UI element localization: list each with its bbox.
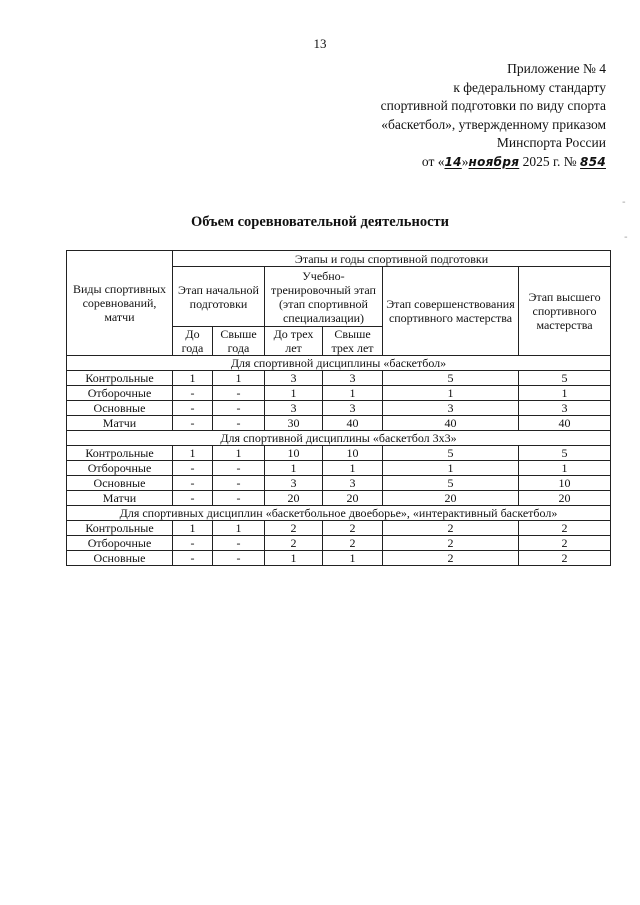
- table-cell: 3: [323, 476, 383, 491]
- table-cell: 2: [519, 551, 611, 566]
- row-label: Отборочные: [67, 536, 173, 551]
- table-cell: -: [173, 416, 213, 431]
- table-row: [67, 386, 611, 401]
- table-cell: 1: [383, 461, 519, 476]
- table-cell: 5: [519, 371, 611, 386]
- table-cell: 20: [265, 491, 323, 506]
- section-row: [67, 356, 611, 371]
- table-cell: -: [173, 476, 213, 491]
- table-cell: 1: [213, 371, 265, 386]
- table-cell: -: [213, 461, 265, 476]
- table-cell: 2: [519, 536, 611, 551]
- order-line: [306, 153, 606, 172]
- table-row: [67, 476, 611, 491]
- table-cell: 2: [383, 521, 519, 536]
- order-prefix: от «: [421, 153, 445, 169]
- header-initial-over-year: Свыше года: [213, 327, 265, 356]
- appendix-block: [306, 60, 606, 171]
- order-number: 854: [580, 154, 606, 169]
- section-title: Для спортивной дисциплины «баскетбол»: [67, 356, 611, 371]
- section-row: [67, 431, 611, 446]
- table-cell: 3: [383, 401, 519, 416]
- competition-volume-table: [66, 250, 611, 566]
- table-cell: 1: [173, 446, 213, 461]
- table-cell: 2: [265, 521, 323, 536]
- table-cell: 1: [265, 461, 323, 476]
- row-label: Основные: [67, 401, 173, 416]
- row-label: Отборочные: [67, 461, 173, 476]
- order-year: 2025 г. №: [522, 153, 577, 169]
- table-cell: 5: [519, 446, 611, 461]
- table-cell: 5: [383, 446, 519, 461]
- table-cell: 3: [265, 401, 323, 416]
- scan-mark: -: [624, 232, 628, 243]
- table-cell: -: [213, 416, 265, 431]
- table-cell: 1: [323, 551, 383, 566]
- header-stages: Этапы и годы спортивной подготовки: [173, 251, 611, 267]
- table-cell: -: [173, 551, 213, 566]
- order-mid: »: [461, 153, 469, 169]
- table-cell: 1: [213, 521, 265, 536]
- table-cell: 30: [265, 416, 323, 431]
- row-label: Контрольные: [67, 446, 173, 461]
- page-number: 13: [313, 36, 327, 51]
- table-cell: 20: [519, 491, 611, 506]
- table-cell: 2: [323, 521, 383, 536]
- row-label: Основные: [67, 551, 173, 566]
- table-cell: 3: [265, 371, 323, 386]
- table-row: [67, 401, 611, 416]
- document-title: Объем соревновательной деятельности: [191, 214, 449, 230]
- table-cell: 1: [519, 461, 611, 476]
- appendix-line-1: Приложение № 4: [507, 61, 606, 76]
- row-label: Контрольные: [67, 521, 173, 536]
- row-label: Отборочные: [67, 386, 173, 401]
- table-cell: 5: [383, 476, 519, 491]
- table-cell: 1: [213, 446, 265, 461]
- table-cell: 1: [323, 461, 383, 476]
- table-cell: 2: [383, 536, 519, 551]
- table-row: [67, 551, 611, 566]
- table-cell: -: [173, 461, 213, 476]
- row-label: Матчи: [67, 491, 173, 506]
- table-cell: 1: [323, 386, 383, 401]
- table-cell: -: [213, 386, 265, 401]
- section-row: [67, 506, 611, 521]
- table-row: [67, 446, 611, 461]
- header-stage-training: Учебно-тренировочный этап (этап спортивной специализации): [265, 267, 383, 327]
- table-row: [67, 521, 611, 536]
- table-cell: 40: [519, 416, 611, 431]
- table-cell: 3: [519, 401, 611, 416]
- header-stage-improvement: Этап совершенствования спортивного мастерства: [383, 267, 519, 356]
- table-cell: 1: [173, 371, 213, 386]
- table-cell: 40: [383, 416, 519, 431]
- table-cell: -: [213, 536, 265, 551]
- table-cell: -: [173, 536, 213, 551]
- table-cell: -: [213, 401, 265, 416]
- table-cell: 20: [383, 491, 519, 506]
- header-kinds: Виды спортивных соревнований, матчи: [67, 251, 173, 356]
- table-cell: -: [213, 476, 265, 491]
- table-cell: 10: [519, 476, 611, 491]
- row-label: Основные: [67, 476, 173, 491]
- table-row: [67, 416, 611, 431]
- table-cell: -: [213, 551, 265, 566]
- table-cell: -: [213, 491, 265, 506]
- appendix-line-3: спортивной подготовки по виду спорта: [380, 98, 606, 113]
- table-cell: -: [173, 491, 213, 506]
- table-cell: 20: [323, 491, 383, 506]
- header-training-over-3: Свыше трех лет: [323, 327, 383, 356]
- header-stage-higher: Этап высшего спортивного мастерства: [519, 267, 611, 356]
- table-cell: 1: [519, 386, 611, 401]
- table-cell: 40: [323, 416, 383, 431]
- table-cell: 10: [323, 446, 383, 461]
- scan-mark: -: [622, 197, 626, 208]
- table-cell: 2: [383, 551, 519, 566]
- header-initial-up-to-year: До года: [173, 327, 213, 356]
- row-label: Контрольные: [67, 371, 173, 386]
- table-cell: 2: [265, 536, 323, 551]
- table-cell: 3: [323, 401, 383, 416]
- table-cell: -: [173, 401, 213, 416]
- section-title: Для спортивной дисциплины «баскетбол 3x3»: [67, 431, 611, 446]
- table-cell: 1: [173, 521, 213, 536]
- table-cell: 1: [265, 386, 323, 401]
- row-label: Матчи: [67, 416, 173, 431]
- table-cell: 5: [383, 371, 519, 386]
- table-cell: 1: [383, 386, 519, 401]
- appendix-line-4: «баскетбол», утвержденному приказом: [381, 116, 606, 132]
- table-cell: 10: [265, 446, 323, 461]
- table-row: [67, 536, 611, 551]
- header-training-up-to-3: До трех лет: [265, 327, 323, 356]
- table-cell: 2: [323, 536, 383, 551]
- order-month: ноября: [468, 154, 520, 169]
- appendix-line-2: к федеральному стандарту: [453, 79, 606, 95]
- table-cell: 3: [265, 476, 323, 491]
- appendix-line-5: Минспорта России: [496, 135, 606, 150]
- table-row: [67, 491, 611, 506]
- order-day: 14: [444, 154, 462, 169]
- table-cell: 1: [265, 551, 323, 566]
- header-stage-initial: Этап начальной подготовки: [173, 267, 265, 327]
- table-row: [67, 371, 611, 386]
- section-title: Для спортивных дисциплин «баскетбольное двоеборье», «интерактивный баскетбол»: [67, 506, 611, 521]
- table-cell: 2: [519, 521, 611, 536]
- table-cell: -: [173, 386, 213, 401]
- table-row: [67, 461, 611, 476]
- table-cell: 3: [323, 371, 383, 386]
